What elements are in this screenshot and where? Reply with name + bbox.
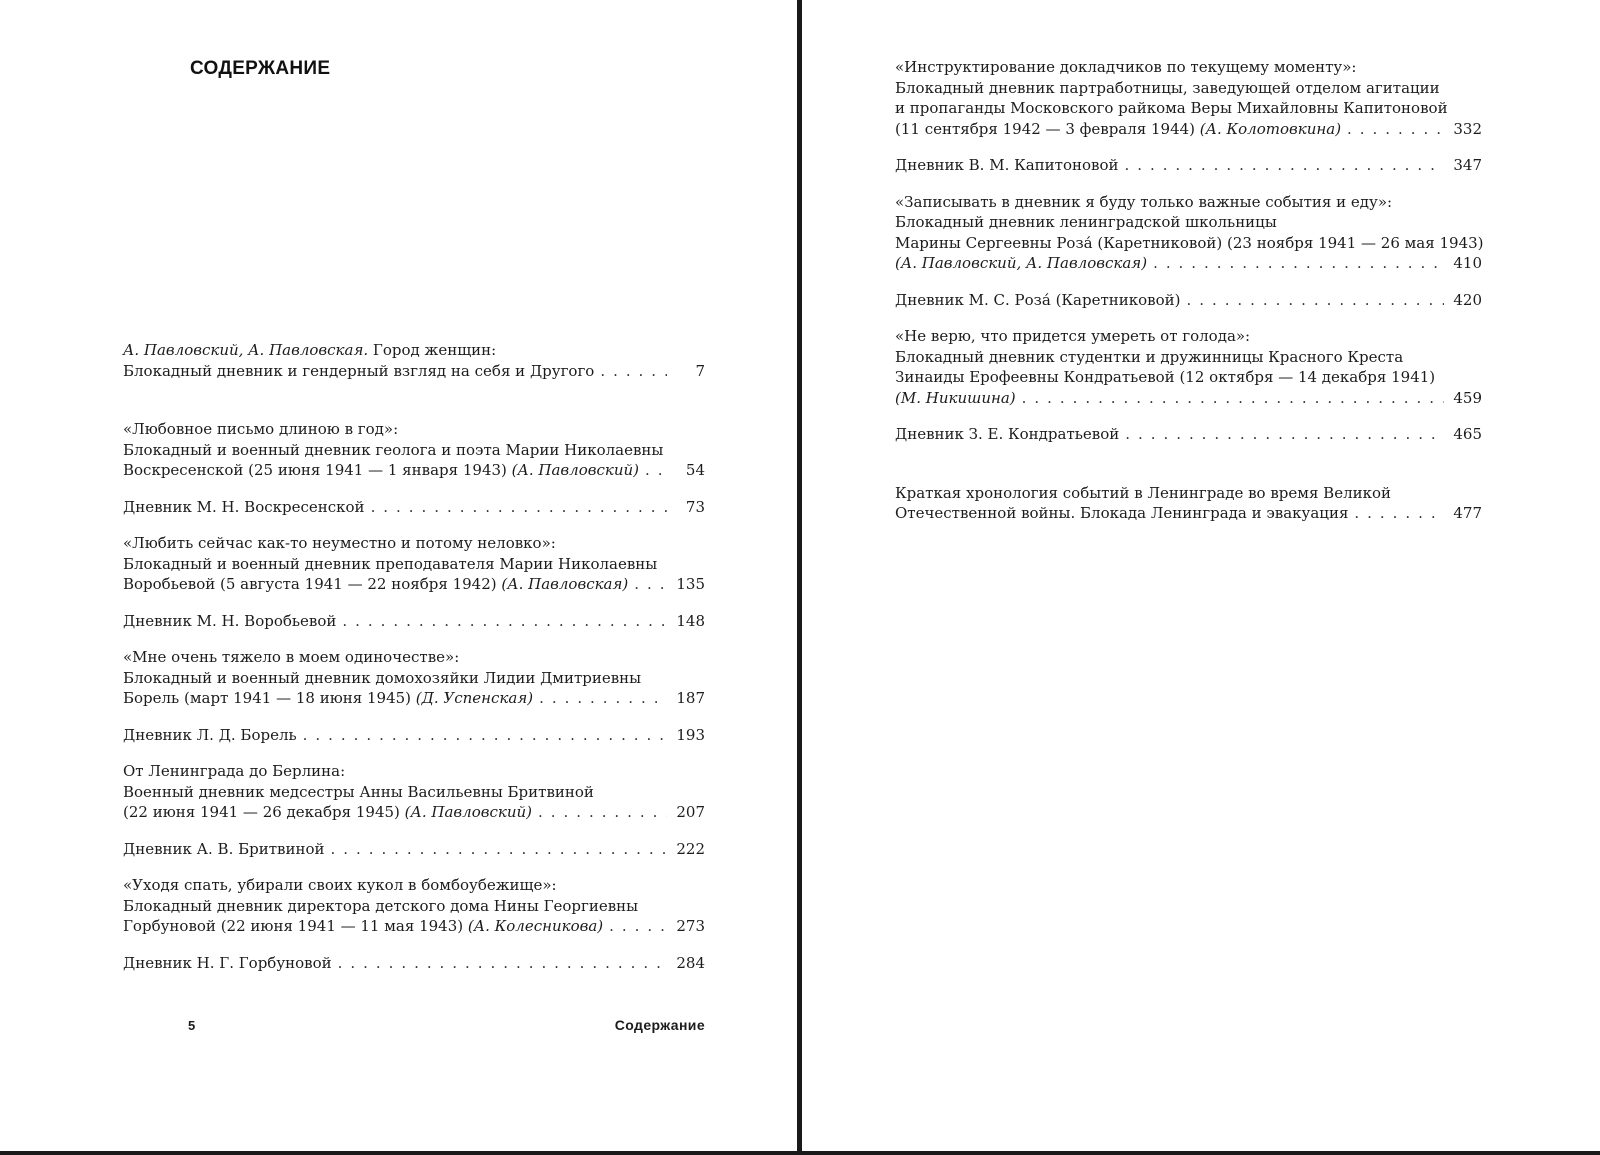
- toc-entry-text: Отечественной войны. Блокада Ленинграда и эвакуация: [895, 504, 1349, 522]
- toc-entry[interactable]: [123, 497, 705, 518]
- toc-entry-last-line: [123, 953, 705, 974]
- toc-entry-last-line: [123, 688, 705, 709]
- toc-entry-last-line: [123, 802, 705, 823]
- toc-entry-last-line: [123, 460, 705, 481]
- toc-entry-text: Дневник М. С. Роза́ (Каретниковой): [895, 290, 1181, 309]
- toc-entry-author: (М. Никишина): [895, 388, 1016, 407]
- dot-leader: [1354, 503, 1444, 524]
- dot-leader: [1186, 290, 1444, 311]
- toc-entry-text: Блокадный дневник и гендерный взгляд на себя и Другого: [123, 361, 595, 380]
- toc-entry-line: [123, 340, 705, 361]
- toc-entry-title: Город женщин:: [368, 341, 497, 359]
- toc-entry[interactable]: [895, 57, 1482, 139]
- toc-entry-text: Дневник В. М. Капитоновой: [895, 156, 1119, 174]
- toc-page-number: 410: [1453, 254, 1482, 272]
- dot-leader: [371, 497, 667, 518]
- dot-leader: [1022, 388, 1444, 409]
- toc-entry-line: Военный дневник медсестры Анны Васильевны Бритвиной: [123, 782, 594, 801]
- toc-entry-line: Блокадный и военный дневник преподавателя Марии Николаевны: [123, 554, 658, 573]
- toc-entry-line: «Уходя спать, убирали своих кукол в бомбоубежище»:: [123, 876, 557, 894]
- toc-entry-text: [895, 388, 1016, 409]
- toc-page-number: 207: [676, 803, 705, 821]
- toc-entry-last-line: [123, 574, 705, 595]
- toc-entry-last-line: [123, 916, 705, 937]
- toc-entry-text: (11 сентября 1942 — 3 февраля 1944) (А. Колотовкина): [895, 119, 1342, 138]
- toc-entry-line: «Любить сейчас как-то неуместно и потому неловко»:: [123, 534, 556, 552]
- toc-entry-author: (А. Павловский): [404, 803, 533, 821]
- toc-page-number: 347: [1453, 156, 1482, 174]
- toc-entry-line: Блокадный дневник партработницы, заведующей отделом агитации: [895, 78, 1440, 97]
- toc-entry[interactable]: [123, 340, 705, 381]
- toc-page-number: 7: [695, 361, 705, 380]
- toc-entry-line: Зинаиды Ерофеевны Кондратьевой (12 октября — 14 декабря 1941): [895, 368, 1436, 386]
- toc-entry-text: Дневник Л. Д. Борель: [123, 725, 297, 744]
- toc-page-number: 187: [676, 689, 705, 707]
- toc-entry[interactable]: [895, 424, 1482, 445]
- toc-entry-last-line: [895, 290, 1482, 311]
- toc-entry-text: Дневник А. В. Бритвиной: [123, 839, 325, 858]
- toc-entry-last-line: [895, 503, 1482, 524]
- right-page: [802, 0, 1600, 1151]
- toc-entry[interactable]: [123, 419, 705, 481]
- toc-entry-author: (А. Колесникова): [467, 917, 604, 935]
- toc-entry-text: Воробьевой (5 августа 1941 — 22 ноября 1942) (А. Павловская): [123, 575, 629, 593]
- toc-entry[interactable]: [123, 761, 705, 823]
- toc-entry-line: Краткая хронология событий в Ленинграде во время Великой: [895, 483, 1392, 502]
- toc-page-number: 420: [1453, 290, 1482, 309]
- toc-entry-line: и пропаганды Московского райкома Веры Михайловны Капитоновой: [895, 99, 1448, 117]
- dot-leader: [538, 802, 667, 823]
- toc-entry-last-line: [123, 839, 705, 860]
- toc-entry[interactable]: [123, 953, 705, 974]
- toc-entry-text: Дневник М. Н. Воскресенской: [123, 497, 365, 516]
- toc-page-number: 477: [1453, 504, 1482, 522]
- toc-entry-author: (А. Павловский, А. Павловская): [895, 254, 1148, 272]
- toc-entry-line: От Ленинграда до Берлина:: [123, 762, 346, 780]
- toc-entry-text: [895, 253, 1147, 274]
- toc-entry-line: «Любовное письмо длиною в год»:: [123, 420, 399, 438]
- toc-page-number: 73: [685, 497, 705, 516]
- toc-entry-line: Блокадный дневник студентки и дружинницы Красного Креста: [895, 347, 1404, 366]
- toc-entry[interactable]: [895, 326, 1482, 408]
- toc-entry-text: Борель (март 1941 — 18 июня 1945) (Д. Успенская): [123, 689, 534, 707]
- toc-entry-line: Блокадный дневник директора детского дома Нины Георгиевны: [123, 896, 639, 915]
- toc-page-number: 193: [676, 725, 705, 744]
- toc-entry[interactable]: [123, 611, 705, 632]
- toc-entry-last-line: [895, 119, 1482, 140]
- dot-leader: [645, 460, 667, 481]
- toc-entry[interactable]: [895, 483, 1482, 524]
- toc-entry-line: «Не верю, что придется умереть от голода»:: [895, 327, 1251, 345]
- table-of-contents-left: [123, 340, 705, 989]
- footer-page-number: 5: [188, 1018, 196, 1033]
- toc-entry-line: «Записывать в дневник я буду только важные события и еду»:: [895, 192, 1393, 211]
- toc-entry[interactable]: [123, 875, 705, 937]
- toc-page-number: 222: [676, 839, 705, 858]
- toc-entry-text: Горбуновой (22 июня 1941 — 11 мая 1943) (А. Колесникова): [123, 917, 604, 935]
- toc-entry-line: Блокадный и военный дневник геолога и поэта Марии Николаевны: [123, 440, 664, 459]
- toc-entry-author: (А. Павловский): [511, 461, 640, 479]
- dot-leader: [539, 688, 667, 709]
- toc-entry-text: Воскресенской (25 июня 1941 — 1 января 1943) (А. Павловский): [123, 461, 640, 479]
- footer-running-title: Содержание: [614, 1017, 705, 1033]
- dot-leader: [1124, 155, 1444, 176]
- toc-entry-last-line: [123, 497, 705, 518]
- dot-leader: [1347, 119, 1444, 140]
- toc-entry[interactable]: [895, 155, 1482, 176]
- dot-leader: [609, 916, 667, 937]
- toc-page-number: 54: [685, 461, 705, 479]
- toc-entry-last-line: [895, 424, 1482, 445]
- dot-leader: [342, 611, 667, 632]
- dot-leader: [331, 839, 668, 860]
- dot-leader: [1153, 253, 1444, 274]
- toc-entry-text: Дневник М. Н. Воробьевой: [123, 611, 337, 630]
- toc-entry[interactable]: [123, 725, 705, 746]
- toc-entry-line: Блокадный дневник ленинградской школьницы: [895, 213, 1277, 231]
- toc-entry-line: Блокадный и военный дневник домохозяйки Лидии Дмитриевны: [123, 668, 642, 687]
- toc-entry-author: (А. Павловская): [501, 575, 629, 593]
- toc-entry[interactable]: [123, 533, 705, 595]
- dot-leader: [338, 953, 667, 974]
- toc-page-number: 332: [1453, 119, 1482, 138]
- page-heading: СОДЕРЖАНИЕ: [190, 58, 331, 79]
- toc-page-number: 459: [1453, 388, 1482, 407]
- bottom-border: [0, 1151, 1600, 1155]
- toc-page-number: 284: [676, 953, 705, 972]
- toc-page-number: 465: [1453, 425, 1482, 443]
- toc-page-number: 135: [676, 575, 705, 593]
- toc-page-number: 148: [676, 611, 705, 630]
- toc-entry-author: (А. Колотовкина): [1199, 119, 1342, 138]
- dot-leader: [303, 725, 667, 746]
- dot-leader: [1125, 424, 1444, 445]
- dot-leader: [600, 361, 667, 382]
- toc-entry-author: (Д. Успенская): [415, 689, 534, 707]
- toc-entry-text: Дневник Н. Г. Горбуновой: [123, 953, 332, 972]
- toc-entry-author: А. Павловский, А. Павловская.: [123, 341, 369, 359]
- toc-entry-last-line: [123, 725, 705, 746]
- toc-entry[interactable]: [123, 839, 705, 860]
- toc-entry-last-line: [895, 155, 1482, 176]
- left-page: [0, 0, 797, 1151]
- toc-entry-line: «Мне очень тяжело в моем одиночестве»:: [123, 648, 460, 666]
- toc-entry-line: «Инструктирование докладчиков по текущему моменту»:: [895, 58, 1357, 76]
- table-of-contents-right: [895, 57, 1482, 540]
- toc-entry[interactable]: [895, 192, 1482, 274]
- toc-entry-last-line: [895, 253, 1482, 274]
- toc-entry-last-line: [123, 611, 705, 632]
- toc-entry-line: Марины Сергеевны Роза́ (Каретниковой) (23 ноября 1941 — 26 мая 1943): [895, 233, 1484, 252]
- toc-page-number: 273: [676, 917, 705, 935]
- toc-entry[interactable]: [895, 290, 1482, 311]
- toc-entry-text: Дневник З. Е. Кондратьевой: [895, 425, 1120, 443]
- toc-entry-last-line: [123, 361, 705, 382]
- toc-entry[interactable]: [123, 647, 705, 709]
- dot-leader: [634, 574, 667, 595]
- toc-entry-last-line: [895, 388, 1482, 409]
- toc-entry-text: (22 июня 1941 — 26 декабря 1945) (А. Павловский): [123, 803, 533, 821]
